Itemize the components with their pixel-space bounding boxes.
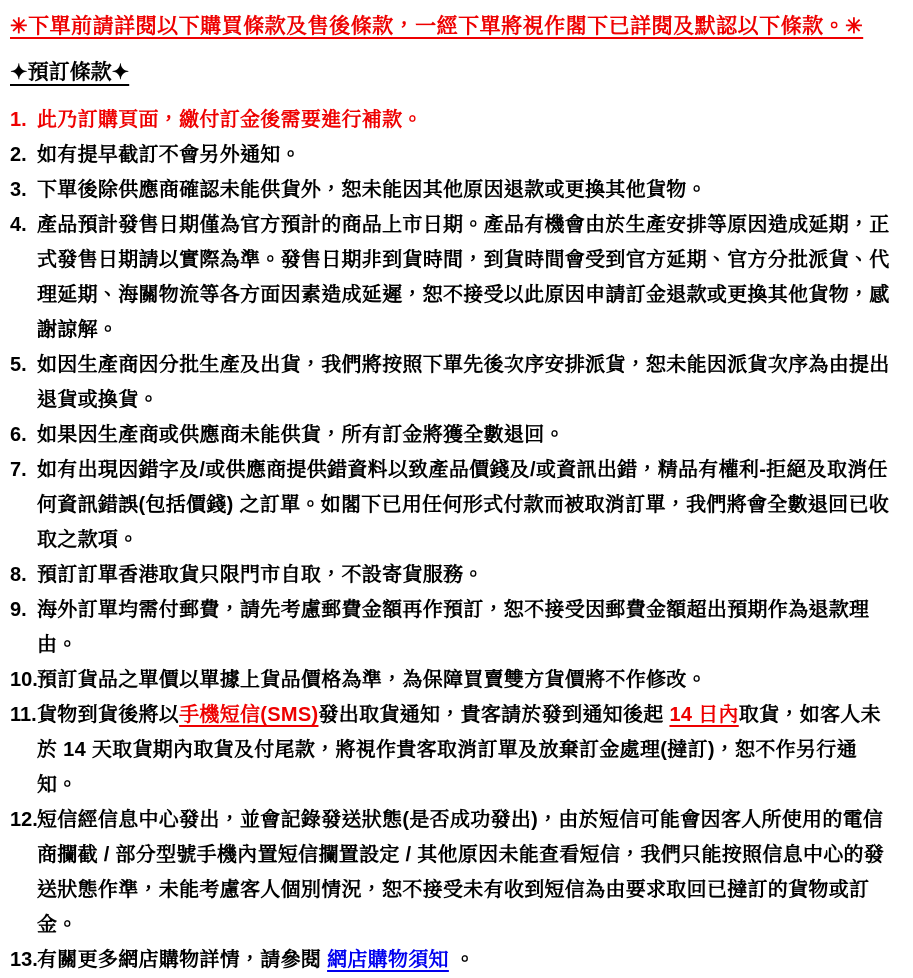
term-text bbox=[37, 348, 893, 418]
term-item bbox=[10, 593, 893, 663]
term-number: 9. bbox=[10, 599, 27, 621]
term-number: 1. bbox=[10, 109, 27, 131]
term-text bbox=[37, 698, 893, 803]
term-item bbox=[10, 173, 893, 208]
term-item bbox=[10, 803, 893, 943]
term-text bbox=[37, 173, 893, 208]
term-text-segment: 取貨，如客人未於 14 天取貨期內取貨及付尾款，將視作貴客取消訂單及放棄訂金處理(撻訂)，恕不作另行通知。 bbox=[37, 704, 881, 796]
term-number: 10. bbox=[10, 669, 38, 691]
term-item bbox=[10, 103, 893, 138]
term-item bbox=[10, 558, 893, 593]
term-text-segment: 預訂貨品之單價以單據上貨品價格為準，為保障買賣雙方貨價將不作修改。 bbox=[37, 669, 707, 691]
term-text bbox=[37, 593, 893, 663]
term-text bbox=[37, 453, 893, 558]
term-text-segment: 如有出現因錯字及/或供應商提供錯資料以致產品價錢及/或資訊出錯，精品有權利-拒絕及取消任何資訊錯誤(包括價錢) 之訂單。如閣下已用任何形式付款而被取消訂單，我們將會全數退回已收取之款項。 bbox=[37, 459, 890, 551]
term-number: 12. bbox=[10, 809, 38, 831]
term-item bbox=[10, 348, 893, 418]
term-item bbox=[10, 208, 893, 348]
pickup-deadline-highlight: 14 日內 bbox=[669, 704, 739, 726]
term-text bbox=[37, 803, 893, 943]
section-title-row bbox=[10, 58, 893, 90]
term-text-segment: 如有提早截訂不會另外通知。 bbox=[37, 144, 301, 166]
terms-list bbox=[10, 103, 893, 978]
term-number: 5. bbox=[10, 354, 27, 376]
term-text bbox=[37, 103, 893, 138]
term-text bbox=[37, 208, 893, 348]
term-text bbox=[37, 663, 893, 698]
term-text-segment: 海外訂單均需付郵費，請先考慮郵費金額再作預訂，恕不接受因郵費金額超出預期作為退款理由。 bbox=[37, 599, 870, 656]
purchase-warning-header: ✳下單前請詳閱以下購買條款及售後條款，一經下單將視作閣下已詳閱及默認以下條款。✳ bbox=[10, 15, 864, 38]
term-text bbox=[37, 138, 893, 173]
term-item bbox=[10, 418, 893, 453]
term-number: 13. bbox=[10, 949, 38, 971]
term-text-segment: 貨物到貨後將以 bbox=[37, 704, 180, 726]
term-text-segment: 產品預計發售日期僅為官方預計的商品上市日期。產品有機會由於生產安排等原因造成延期，正式發售日期請以實際為準。發售日期非到貨時間，到貨時間會受到官方延期、官方分批派貨、代理延期、海關物流等各方面因素造成延遲，恕不接受以此原因申請訂金退款或更換其他貨物，感謝諒解。 bbox=[37, 214, 890, 341]
term-text bbox=[37, 418, 893, 453]
term-text-segment: 。 bbox=[448, 949, 476, 971]
store-shopping-notice-link[interactable]: 網店購物須知 bbox=[327, 949, 449, 971]
term-item bbox=[10, 698, 893, 803]
term-number: 2. bbox=[10, 144, 27, 166]
term-text-segment: 短信經信息中心發出，並會記錄發送狀態(是否成功發出)，由於短信可能會因客人所使用的電信商攔截 / 部分型號手機內置短信攔置設定 / 其他原因未能查看短信，我們只能按照信息中心的發送狀態作準，未能考慮客人個別情況，恕不接受未有收到短信為由要求取回已撻訂的貨物或訂金。 bbox=[37, 809, 885, 936]
term-text-segment: 此乃訂購頁面，繳付訂金後需要進行補款。 bbox=[37, 109, 423, 131]
term-number: 11. bbox=[10, 704, 37, 726]
term-text-segment: 如果因生產商或供應商未能供貨，所有訂金將獲全數退回。 bbox=[37, 424, 565, 446]
term-text-segment: 下單後除供應商確認未能供貨外，恕未能因其他原因退款或更換其他貨物。 bbox=[37, 179, 707, 201]
term-item bbox=[10, 943, 893, 978]
term-number: 6. bbox=[10, 424, 27, 446]
term-text-segment: 如因生產商因分批生產及出貨，我們將按照下單先後次序安排派貨，恕未能因派貨次序為由提出退貨或換貨。 bbox=[37, 354, 890, 411]
sms-highlight: 手機短信(SMS) bbox=[179, 704, 319, 726]
term-number: 7. bbox=[10, 459, 27, 481]
term-text-segment: 有關更多網店購物詳情，請參閱 bbox=[37, 949, 328, 971]
term-text bbox=[37, 943, 893, 978]
term-text bbox=[37, 558, 893, 593]
term-text-segment: 預訂訂單香港取貨只限門市自取，不設寄貨服務。 bbox=[37, 564, 484, 586]
term-item bbox=[10, 663, 893, 698]
term-number: 3. bbox=[10, 179, 27, 201]
term-text-segment: 發出取貨通知，貴客請於發到通知後起 bbox=[318, 704, 670, 726]
term-number: 4. bbox=[10, 214, 27, 236]
term-item bbox=[10, 453, 893, 558]
preorder-terms-title: ✦預訂條款✦ bbox=[10, 61, 130, 84]
term-number: 8. bbox=[10, 564, 27, 586]
term-item bbox=[10, 138, 893, 173]
